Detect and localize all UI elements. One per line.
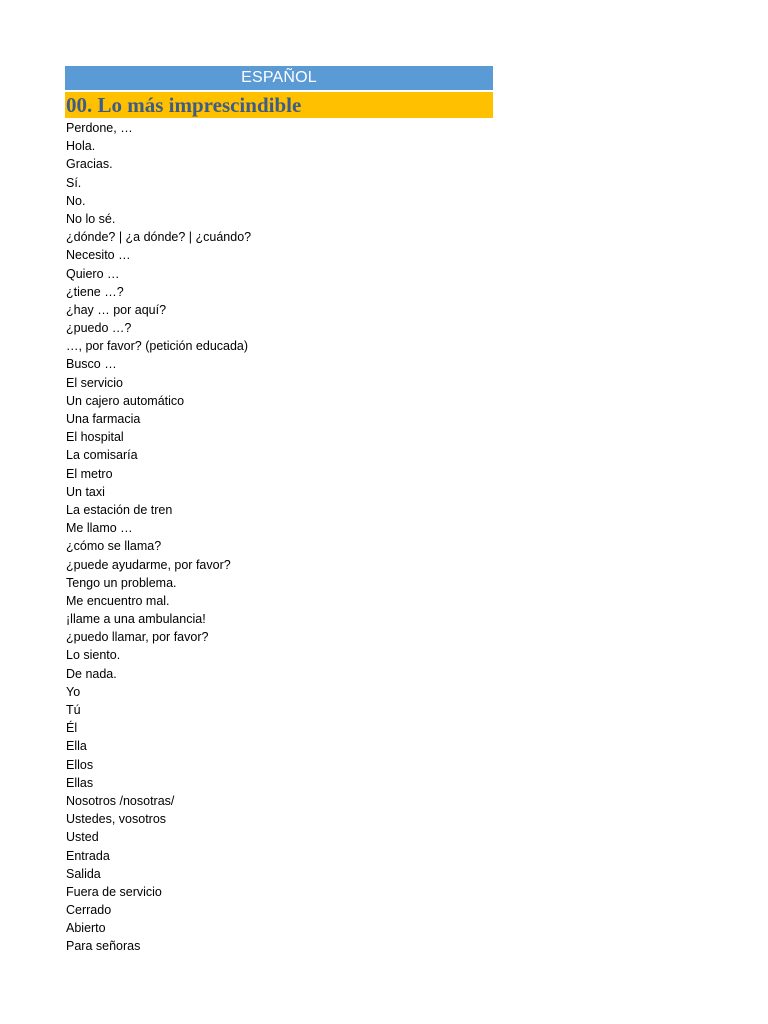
phrase-item: Abierto — [66, 921, 106, 936]
phrase-item: Me encuentro mal. — [66, 593, 170, 608]
phrase-item: ¿dónde? | ¿a dónde? | ¿cuándo? — [66, 230, 252, 245]
phrase-item: Busco … — [66, 357, 117, 372]
phrase-item: Lo siento. — [66, 648, 121, 663]
phrase-item: Nosotros /nosotras/ — [66, 793, 175, 808]
phrase-item: De nada. — [66, 666, 117, 681]
phrase-item: Usted — [66, 830, 99, 845]
phrase-item: Ustedes, vosotros — [66, 812, 167, 827]
phrase-item: El servicio — [66, 375, 123, 390]
phrase-item: El hospital — [66, 430, 124, 445]
phrase-item: …, por favor? (petición educada) — [66, 339, 249, 354]
phrase-item: Gracias. — [66, 157, 113, 172]
phrase-item: ¿cómo se llama? — [66, 539, 162, 554]
phrase-item: ¿puedo llamar, por favor? — [66, 630, 209, 645]
phrase-item: Un taxi — [66, 484, 105, 499]
phrase-item: Cerrado — [66, 903, 112, 918]
phrase-item: Salida — [66, 866, 101, 881]
phrasebook-sheet — [65, 66, 493, 956]
phrase-item: ¡llame a una ambulancia! — [66, 612, 206, 627]
language-header: ESPAÑOL — [65, 66, 493, 90]
phrase-item: La comisaría — [66, 448, 138, 463]
section-title: 00. Lo más imprescindible — [65, 92, 493, 118]
phrase-list — [65, 119, 493, 956]
phrase-item: Una farmacia — [66, 412, 141, 426]
phrase-item: Para señoras — [66, 939, 141, 954]
phrase-item: No. — [66, 193, 86, 208]
phrase-item: Entrada — [66, 848, 110, 863]
phrase-item: La estación de tren — [66, 502, 173, 517]
phrase-item: Tú — [66, 703, 81, 717]
phrase-item: ¿tiene …? — [66, 284, 124, 299]
phrase-item: Un cajero automático — [66, 393, 185, 408]
phrase-item: Ellos — [66, 757, 94, 772]
phrase-item: El metro — [66, 466, 113, 481]
phrase-item: Yo — [66, 684, 81, 699]
phrase-item: Él — [66, 721, 78, 736]
phrase-item: Ellas — [66, 775, 94, 790]
phrase-item: Fuera de servicio — [66, 884, 162, 899]
phrase-item: ¿puede ayudarme, por favor? — [66, 557, 231, 572]
phrase-item: Quiero … — [66, 266, 120, 281]
phrase-item: Tengo un problema. — [66, 575, 177, 590]
phrase-item: Ella — [66, 739, 87, 754]
phrase-item: Me llamo … — [66, 521, 133, 536]
phrase-item: ¿hay … por aquí? — [66, 302, 167, 317]
phrase-item: No lo sé. — [66, 211, 116, 226]
phrase-item: Necesito … — [66, 248, 131, 263]
phrase-item: Sí. — [66, 175, 82, 190]
phrase-item: Hola. — [66, 139, 96, 154]
phrase-item: ¿puedo …? — [66, 321, 132, 336]
phrase-item: Perdone, … — [66, 121, 133, 135]
